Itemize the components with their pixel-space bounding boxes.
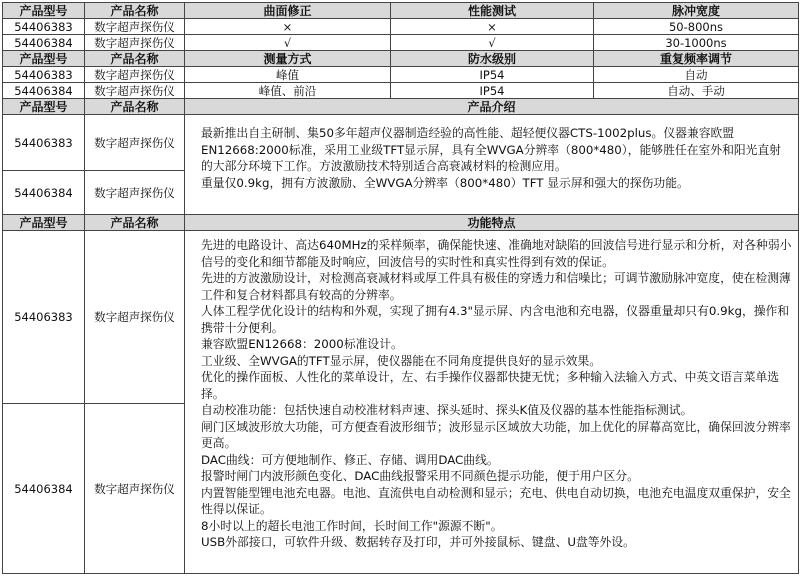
col-header-product-intro: 产品介绍 — [185, 99, 799, 115]
col-header-model: 产品型号 — [3, 215, 85, 231]
feature-line: 自动校准功能：包括快速自动校准材料声速、探头延时、探头K值及仪器的基本性能指标测试。 — [201, 403, 693, 417]
col-header-name: 产品名称 — [85, 3, 185, 19]
col-header-model: 产品型号 — [3, 99, 85, 115]
product-intro-text — [185, 115, 799, 215]
header-row-3 — [3, 99, 799, 115]
repeat-frequency-value: 自动 — [594, 67, 799, 83]
intro-paragraph: 重量仅0.9kg，拥有方波激励、全WVGA分辨率（800*480）TFT 显示屏和强大的探伤功能。 — [201, 175, 689, 190]
measure-mode-value: 峰值、前沿 — [185, 83, 391, 99]
feature-line: 内置智能型锂电池充电器。电池、直流供电自动检测和显示；充电、供电自动切换，电池充电温度双重保护，安全性得以保证。 — [201, 485, 791, 516]
model-code: 54406384 — [3, 83, 85, 99]
feature-line: 8小时以上的超长电池工作时间，长时间工作"源源不断"。 — [201, 518, 503, 533]
col-header-model: 产品型号 — [3, 3, 85, 19]
header-row-2 — [3, 51, 799, 67]
header-row-4 — [3, 215, 799, 231]
table-row — [3, 115, 799, 171]
col-header-pulse-width: 脉冲宽度 — [594, 3, 799, 19]
table-row — [3, 83, 799, 99]
product-spec-table — [2, 2, 799, 574]
model-code: 54406384 — [3, 171, 85, 215]
col-header-name: 产品名称 — [85, 51, 185, 67]
model-code: 54406384 — [3, 404, 85, 574]
feature-line: 先进的电路设计、高达640MHz的采样频率，确保能快速、准确地对缺陷的回波信号进行显示和分析，对各种弱小信号的变化和细节都能及时响应，回波信号的实时性和真实性得到有效的保证。 — [201, 238, 792, 269]
feature-line: 工业级、全WVGA的TFT显示屏，使仪器能在不同角度提供良好的显示效果。 — [201, 353, 602, 368]
product-name: 数字超声探伤仪 — [85, 171, 185, 215]
feature-line: 兼容欧盟EN12668：2000标准设计。 — [201, 337, 403, 351]
col-header-curve-correction: 曲面修正 — [185, 3, 391, 19]
col-header-name: 产品名称 — [85, 99, 185, 115]
measure-mode-value: 峰值 — [185, 67, 391, 83]
model-code: 54406383 — [3, 19, 85, 35]
feature-line: 先进的方波激励设计，对检测高衰减材料或厚工件具有极佳的穿透力和信噪比；可调节激励脉冲宽度，使在检测薄工件和复合材料都具有较高的分辨率。 — [201, 271, 791, 302]
performance-test-value: × — [391, 19, 594, 35]
col-header-performance-test: 性能测试 — [391, 3, 594, 19]
col-header-features: 功能特点 — [185, 215, 799, 231]
waterproof-level-value: IP54 — [391, 67, 594, 83]
pulse-width-value: 30-1000ns — [594, 35, 799, 51]
product-name: 数字超声探伤仪 — [85, 115, 185, 171]
product-name: 数字超声探伤仪 — [85, 83, 185, 99]
col-header-name: 产品名称 — [85, 215, 185, 231]
product-name: 数字超声探伤仪 — [85, 19, 185, 35]
feature-line: 优化的操作面板、人性化的菜单设计，左、右手操作仪器都快捷无忧；多种输入法输入方式、中英文语言菜单选择。 — [201, 370, 780, 401]
table-row — [3, 35, 799, 51]
curve-correction-value: × — [185, 19, 391, 35]
col-header-measure-mode: 测量方式 — [185, 51, 391, 67]
feature-line: USB外部接口，可软件升级、数据转存及打印，并可外接鼠标、键盘、U盘等外设。 — [201, 535, 635, 549]
feature-line: 闸门区域波形放大功能，可方便查看波形细节；波形显示区域放大功能，加上优化的屏幕高宽比，确保回波分辨率更高。 — [201, 419, 791, 450]
col-header-model: 产品型号 — [3, 51, 85, 67]
product-name: 数字超声探伤仪 — [85, 404, 185, 574]
repeat-frequency-value: 自动、手动 — [594, 83, 799, 99]
table-row — [3, 231, 799, 404]
table-row — [3, 19, 799, 35]
model-code: 54406383 — [3, 115, 85, 171]
header-row-1 — [3, 3, 799, 19]
feature-line: 人体工程学优化设计的结构和外观，实现了拥有4.3"显示屏、内含电池和充电器，仪器重量却只有0.9kg，操作和携带十分便利。 — [201, 304, 790, 335]
table-row — [3, 67, 799, 83]
feature-line: DAC曲线：可方便地制作、修正、存储、调用DAC曲线。 — [201, 452, 499, 467]
product-name: 数字超声探伤仪 — [85, 231, 185, 404]
model-code: 54406383 — [3, 67, 85, 83]
intro-paragraph: 最新推出自主研制、集50多年超声仪器制造经验的高性能、超轻便仪器CTS-1002plus。仪器兼容欧盟EN12668:2000标准，采用工业级TFT显示屏，具有全WVGA分辨率（800*480），能够胜任在室外和阳光直射的大部分环境下工作。方波激励技术特别适合高衰减材料的检测应用。 — [201, 126, 782, 173]
feature-line: 报警时闸门内波形颜色变化、DAC曲线报警采用不同颜色提示功能，便于用户区分。 — [201, 469, 639, 483]
waterproof-level-value: IP54 — [391, 83, 594, 99]
model-code: 54406383 — [3, 231, 85, 404]
col-header-repeat-frequency: 重复频率调节 — [594, 51, 799, 67]
curve-correction-value: √ — [185, 35, 391, 51]
product-name: 数字超声探伤仪 — [85, 67, 185, 83]
product-name: 数字超声探伤仪 — [85, 35, 185, 51]
performance-test-value: √ — [391, 35, 594, 51]
model-code: 54406384 — [3, 35, 85, 51]
col-header-waterproof-level: 防水级别 — [391, 51, 594, 67]
pulse-width-value: 50-800ns — [594, 19, 799, 35]
features-text — [185, 231, 799, 574]
